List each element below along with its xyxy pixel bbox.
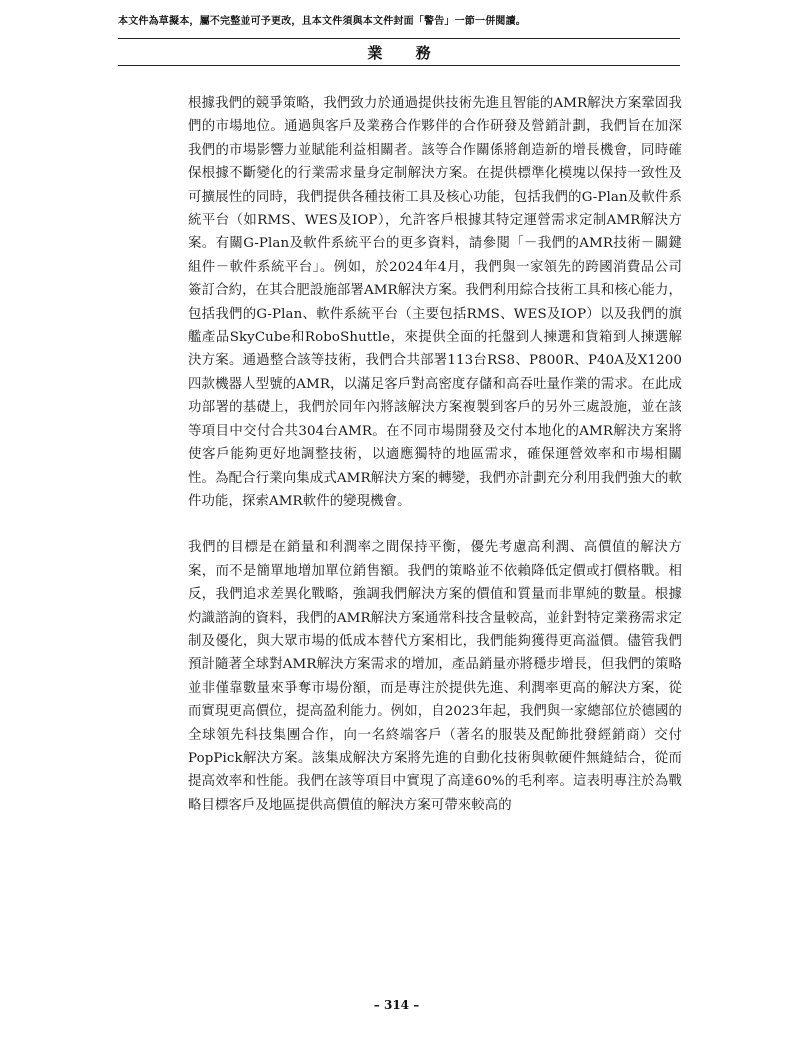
- section-header: [118, 38, 680, 66]
- page-number: – 314 –: [373, 998, 420, 1012]
- paragraph-competitive-strategy: 根據我們的競爭策略，我們致力於通過提供技術先進且智能的AMR解決方案鞏固我們的市場地位。通過與客戶及業務合作夥伴的合作研發及營銷計劃，我們旨在加深我們的市場影響力並賦能利益相關者。該等合作關係將創造新的增長機會，同時確保根據不斷變化的行業需求量身定制解決方案。在提供標準化模塊以保持一致性及可擴展性的同時，我們提供各種技術工具及核心功能，包括我們的G-Plan及軟件系統平台（如RMS、WES及IOP），允許客戶根據其特定運營需求定制AMR解決方案。有關G-Plan及軟件系統平台的更多資料，請參閱「－我們的AMR技術－關鍵組件－軟件系統平台」。例如，於2024年4月，我們與一家領先的跨國消費品公司簽訂合約，在其合肥設施部署AMR解決方案。我們利用綜合技術工具和核心能力，包括我們的G-Plan、軟件系統平台（主要包括RMS、WES及IOP）以及我們的旗艦產品SkyCube和RoboShuttle，來提供全面的托盤到人揀選和貨箱到人揀選解決方案。通過整合該等技術，我們合共部署113台RS8、P800R、P40A及X1200四款機器人型號的AMR，以滿足客戶對高密度存儲和高吞吐量作業的需求。在此成功部署的基礎上，我們於同年內將該解決方案複製到客戶的另外三處設施，並在該等項目中交付合共304台AMR。在不同市場開發及交付本地化的AMR解決方案將使客戶能夠更好地調整技術，以適應獨特的地區需求，確保運營效率和市場相關性。為配合行業向集成式AMR解決方案的轉變，我們亦計劃充分利用我們強大的軟件功能，探索AMR軟件的變現機會。: [188, 96, 682, 509]
- draft-disclaimer: 本文件為草擬本，屬不完整並可予更改，且本文件須與本文件封面「警告」一節一併閱讀。: [118, 16, 526, 27]
- paragraph-pricing-strategy: 我們的目標是在銷量和利潤率之間保持平衡，優先考慮高利潤、高價值的解決方案，而不是簡單地增加單位銷售額。我們的策略並不依賴降低定價或打價格戰。相反，我們追求差異化戰略，強調我們解決方案的價值和質量而非單純的數量。根據灼識諮詢的資料，我們的AMR解決方案通常科技含量較高，並針對特定業務需求定制及優化，與大眾市場的低成本替代方案相比，我們能夠獲得更高溢價。儘管我們預計隨著全球對AMR解決方案需求的增加，產品銷量亦將穩步增長，但我們的策略並非僅靠數量來爭奪市場份額，而是專注於提供先進、利潤率更高的解決方案，從而實現更高價位，提高盈利能力。例如，自2023年起，我們與一家總部位於德國的全球領先科技集團合作，向一名終端客戶（著名的服裝及配飾批發經銷商）交付PopPick解決方案。該集成解決方案將先進的自動化技術與軟硬件無縫結合，從而提高效率和性能。我們在該等項目中實現了高達60%的毛利率。這表明專注於為戰略目標客戶及地區提供高價值的解決方案可帶來較高的: [188, 540, 682, 813]
- section-title: 業 務: [367, 44, 445, 62]
- body-content: [188, 92, 682, 817]
